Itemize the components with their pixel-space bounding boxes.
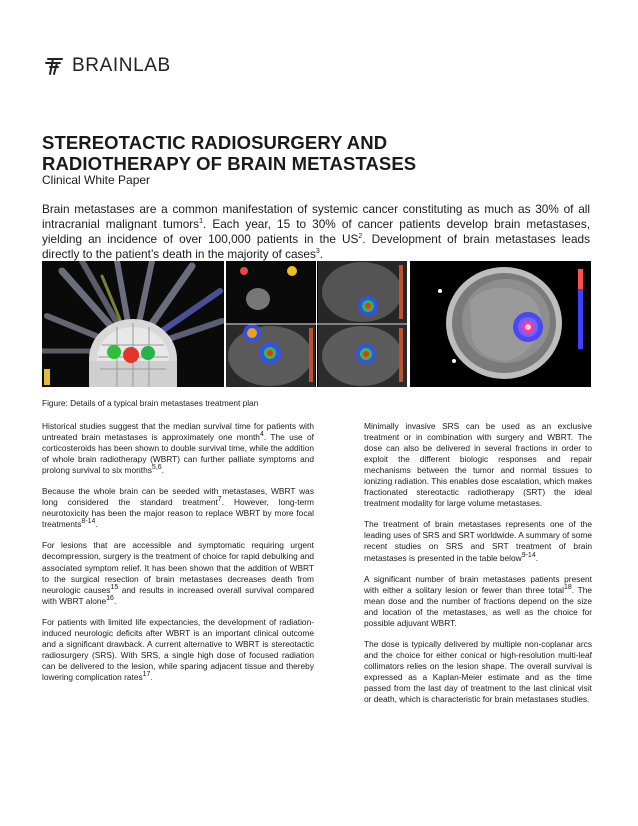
axial-ct-dose-image xyxy=(410,261,591,387)
brainlab-logo-icon xyxy=(44,56,66,76)
citation-ref: 8-14 xyxy=(81,518,96,526)
subtitle: Clinical White Paper xyxy=(42,173,151,187)
left-paragraph-1: Historical studies suggest that the median survival time for patients with untreated brain metastases is approximately one month$^4$. The use of corticosteroids has been shown to double survival time, while the addition of whole brain radiotherapy (WBRT) can further palliate symptoms and prolong survival to six months$^{5,6}$. xyxy=(42,421,314,476)
left-paragraph-4: For patients with limited life expectancies, the development of radiation-induced neurologic deficits after WBRT is an important clinical outcome and a significant drawback. A current alternative to WBRT is stereotactic radiosurgery (SRS). With SRS, a single high dose of focused radiation can be delivered to the lesion, while sparing adjacent tissue and thereby lowering complication rates$^{17}$. xyxy=(42,616,314,682)
beam-arrangement-image xyxy=(42,261,224,387)
title-line-1: STEREOTACTIC RADIOSURGERY AND xyxy=(42,132,388,153)
citation-ref: 15 xyxy=(110,583,119,591)
left-paragraph-2: Because the whole brain can be seeded with metastases, WBRT was long considered the standard treatment$^7$. However, long-term neurotoxicity has been the major reason to replace WBRT by more focal treatments$^{8-14}$. xyxy=(42,486,314,530)
right-paragraph-4: The dose is typically delivered by multiple non-coplanar arcs and the choice for either conical or high-resolution multi-leaf collimators relies on the lesion shape. The overall survival is expressed as a Kaplan-Meier estimate and as the time passed from the last day of treatment to the last clinical visit or death, which is characteristic for brain metastases studies. xyxy=(364,638,592,705)
right-paragraph-1: Minimally invasive SRS can be used as an exclusive treatment or in combination with surgery and WBRT. The dose can also be delivered in several fractions in order to exploit the different biologic responses and repair mechanisms between the tumor and normal tissues to ionizing radiation. This enables dose escalation, which makes fractionated stereotactic radiotherapy (SRT) the ideal treatment modality for large volume metastases. xyxy=(364,421,592,509)
left-column xyxy=(42,421,314,693)
right-column xyxy=(364,421,592,715)
citation-ref: 9-14 xyxy=(521,551,536,559)
right-paragraph-2: The treatment of brain metastases represents one of the leading uses of SRS and SRT worldwide. A summary of some recent studies on SRS and SRT treatment of brain metastases is presented in the table below$^{9-14}$. xyxy=(364,519,592,563)
citation-ref: 2 xyxy=(358,233,363,241)
brand-name: BRAINLAB xyxy=(72,55,171,76)
title-line-2: RADIOTHERAPY OF BRAIN METASTASES xyxy=(42,153,417,174)
brand-logo xyxy=(44,54,171,78)
treatment-plan-figure xyxy=(42,261,591,387)
citation-ref: 18 xyxy=(564,583,572,591)
citation-ref: 17 xyxy=(142,671,151,679)
intro-paragraph: Brain metastases are a common manifestation of systemic cancer constituting as much as 30% of all intracranial malignant tumors$^1$. Each year, 15 to 30% of cancer patients develop brain metastases, yielding an incidence of over 100,000 patients in the $US^2$. Development of brain metastases leads directly to the patient’s death in the majority of cases$^3$. xyxy=(42,202,590,261)
figure-caption: Figure: Details of a typical brain metastases treatment plan xyxy=(42,398,259,408)
right-paragraph-3: A significant number of brain metastases patients present with either a solitary lesion or fewer than three total$^{18}$. The mean dose and the number of fractions depend on the size and location of the metastases, as well as the choice for possible adjuvant WBRT. xyxy=(364,573,592,628)
citation-ref: 5,6 xyxy=(151,464,162,472)
citation-ref: 1 xyxy=(199,218,203,226)
page-title xyxy=(42,132,602,174)
citation-ref: 16 xyxy=(106,594,114,602)
citation-ref: 4 xyxy=(259,431,264,439)
left-paragraph-3: For lesions that are accessible and symptomatic requiring urgent decompression, surgery is the treatment of choice for rapid debulking and associated symptom relief. It has been shown that the addition of WBRT to the surgical resection of brain metastases decreases death from neurologic causes$^{15}$ and results in increased overall survival compared with WBRT alone$^{16}$. xyxy=(42,540,314,606)
citation-ref: 3 xyxy=(315,248,320,256)
citation-ref: 7 xyxy=(217,496,222,504)
dose-distribution-panels xyxy=(226,261,407,387)
